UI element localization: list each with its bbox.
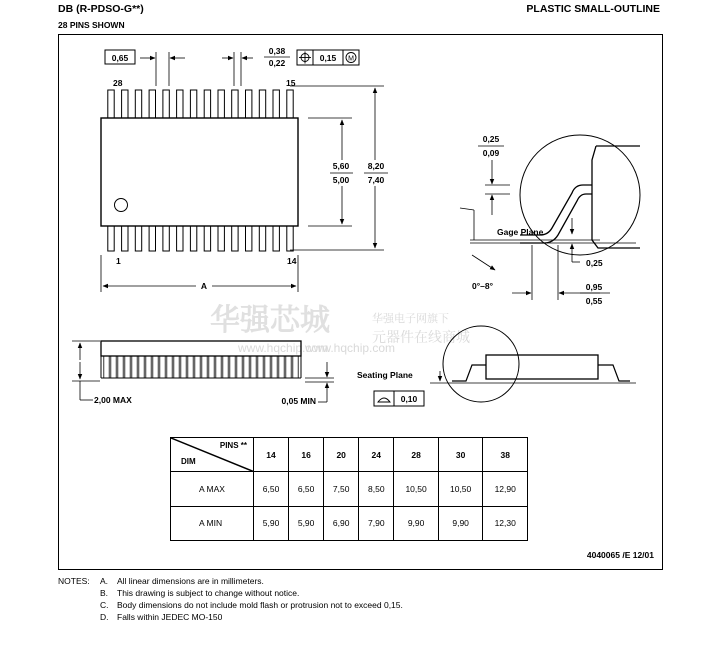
table-cell: 10,50 xyxy=(438,472,483,506)
foot-length-max: 0,95 xyxy=(585,282,603,292)
lead xyxy=(163,226,169,251)
pin-label-bottom-left: 1 xyxy=(116,256,121,266)
lead xyxy=(273,90,279,118)
lead xyxy=(204,226,210,251)
watermark-url: www.hqchip.com xyxy=(238,341,329,355)
pins-shown-subtitle: 28 PINS SHOWN xyxy=(58,20,125,30)
angle-label: 0°–8° xyxy=(472,281,493,291)
pins-header: PINS ** xyxy=(219,441,247,450)
package-body-top xyxy=(101,118,298,226)
lead xyxy=(122,226,128,251)
lead xyxy=(149,90,155,118)
detail-view-labels xyxy=(472,134,603,306)
lead-thickness-min: 0,09 xyxy=(482,148,500,158)
side-leads xyxy=(104,356,298,378)
pin-label-top-right: 15 xyxy=(286,78,296,88)
length-label: A xyxy=(200,281,208,291)
side-lead xyxy=(209,356,214,378)
note-text: Falls within JEDEC MO-150 xyxy=(117,612,223,622)
top-leads-upper xyxy=(108,90,293,118)
note-letter: D. xyxy=(100,612,109,622)
table-cell: 9,90 xyxy=(438,506,483,540)
seating-body xyxy=(486,355,598,379)
lead xyxy=(163,90,169,118)
position-tolerance-value: 0,15 xyxy=(319,53,337,63)
dim-header: DIM xyxy=(181,457,196,467)
lead-width-min: 0,22 xyxy=(268,58,286,68)
note-letter: A. xyxy=(100,576,109,586)
top-view-labels xyxy=(112,46,385,291)
row-label: A MIN xyxy=(171,506,254,540)
side-lead xyxy=(251,356,256,378)
note-text: Body dimensions do not include mold flash or protrusion not to exceed 0,15. xyxy=(117,600,403,610)
lead xyxy=(149,226,155,251)
lead xyxy=(218,226,224,251)
dimension-table xyxy=(170,437,528,541)
standoff-min-label: 0,05 MIN xyxy=(281,396,316,406)
side-lead xyxy=(174,356,179,378)
note-letter: B. xyxy=(100,588,109,598)
side-lead xyxy=(223,356,228,378)
side-lead xyxy=(153,356,158,378)
table-header-row xyxy=(171,438,528,472)
pin-count-header: 16 xyxy=(289,438,324,472)
table-cell: 7,90 xyxy=(359,506,394,540)
detail-circle xyxy=(520,135,640,255)
table-row xyxy=(171,506,528,540)
drawing-number: 4040065 /E 12/01 xyxy=(586,550,654,560)
table-cell: 9,90 xyxy=(394,506,439,540)
watermark-subtext: 元器件在线商城 xyxy=(372,329,470,345)
pin-count-header: 20 xyxy=(324,438,359,472)
side-lead xyxy=(258,356,263,378)
lead xyxy=(232,226,238,251)
row-label: A MAX xyxy=(171,472,254,506)
table-cell: 8,50 xyxy=(359,472,394,506)
side-view-labels xyxy=(94,395,316,406)
notes-section xyxy=(58,576,658,646)
side-lead xyxy=(167,356,172,378)
side-lead xyxy=(132,356,137,378)
pin-count-header: 24 xyxy=(359,438,394,472)
lead xyxy=(190,90,196,118)
svg-text:M: M xyxy=(348,55,354,63)
table-row xyxy=(171,472,528,506)
lead xyxy=(122,90,128,118)
package-code-title: DB (R-PDSO-G**) xyxy=(58,3,144,15)
lead xyxy=(108,226,114,251)
lead xyxy=(287,90,293,118)
lead xyxy=(273,226,279,251)
watermark-text: 华强芯城 xyxy=(210,304,330,337)
lead xyxy=(204,90,210,118)
side-lead xyxy=(216,356,221,378)
lead xyxy=(108,90,114,118)
coplanarity-value: 0,10 xyxy=(400,394,418,404)
seating-plane-label: Seating Plane xyxy=(357,370,413,380)
note-letter: C. xyxy=(100,600,109,610)
flatness-icon xyxy=(378,398,390,402)
side-lead xyxy=(244,356,249,378)
pitch-value: 0,65 xyxy=(111,53,129,63)
lead-width-max: 0,38 xyxy=(268,46,286,56)
pin-count-header: 38 xyxy=(483,438,528,472)
watermark-url: www.hqchip.com xyxy=(305,341,396,355)
table-corner-cell xyxy=(171,438,254,472)
lead xyxy=(246,90,252,118)
seating-circle xyxy=(443,326,519,402)
detail-view xyxy=(460,135,640,300)
pin1-marker xyxy=(115,199,128,212)
total-width-max: 8,20 xyxy=(367,161,385,171)
table-cell: 6,90 xyxy=(324,506,359,540)
gage-plane-label: Gage Plane xyxy=(497,227,544,237)
body-width-min: 5,00 xyxy=(332,175,350,185)
side-lead xyxy=(139,356,144,378)
lead xyxy=(246,226,252,251)
lead xyxy=(177,226,183,251)
side-lead xyxy=(230,356,235,378)
top-view xyxy=(101,50,388,292)
package-type-title: PLASTIC SMALL-OUTLINE xyxy=(526,3,660,15)
pin-label-bottom-right: 14 xyxy=(287,256,297,266)
side-lead xyxy=(279,356,284,378)
table-cell: 12,30 xyxy=(483,506,528,540)
gage-height-label: 0,25 xyxy=(586,258,603,268)
lead xyxy=(135,90,141,118)
note-text: All linear dimensions are in millimeters. xyxy=(117,576,264,586)
lead xyxy=(190,226,196,251)
side-lead xyxy=(272,356,277,378)
side-lead xyxy=(146,356,151,378)
lead xyxy=(218,90,224,118)
foot-length-min: 0,55 xyxy=(585,296,603,306)
table-cell: 10,50 xyxy=(394,472,439,506)
side-lead xyxy=(125,356,130,378)
table-cell: 6,50 xyxy=(289,472,324,506)
table-cell: 12,90 xyxy=(483,472,528,506)
watermark xyxy=(210,304,470,355)
side-lead xyxy=(293,356,298,378)
side-lead xyxy=(188,356,193,378)
watermark-subtext: 华强电子网旗下 xyxy=(372,313,449,325)
notes-label: NOTES: xyxy=(58,576,90,586)
side-lead xyxy=(104,356,109,378)
lead xyxy=(232,90,238,118)
lead xyxy=(135,226,141,251)
lead xyxy=(259,90,265,118)
side-lead xyxy=(195,356,200,378)
side-lead xyxy=(118,356,123,378)
table-cell: 5,90 xyxy=(254,506,289,540)
side-lead xyxy=(181,356,186,378)
pin-label-top-left: 28 xyxy=(113,78,123,88)
body-width-max: 5,60 xyxy=(332,161,350,171)
lead xyxy=(177,90,183,118)
lead-thickness-max: 0,25 xyxy=(482,134,500,144)
pin-count-header: 30 xyxy=(438,438,483,472)
note-text: This drawing is subject to change without notice. xyxy=(117,588,300,598)
side-lead xyxy=(237,356,242,378)
side-lead xyxy=(111,356,116,378)
lead xyxy=(259,226,265,251)
total-width-min: 7,40 xyxy=(367,175,385,185)
table-cell: 7,50 xyxy=(324,472,359,506)
side-lead xyxy=(265,356,270,378)
table-cell: 5,90 xyxy=(289,506,324,540)
side-lead xyxy=(286,356,291,378)
table-cell: 6,50 xyxy=(254,472,289,506)
pin-count-header: 28 xyxy=(394,438,439,472)
height-max-label: 2,00 MAX xyxy=(94,395,132,405)
lead xyxy=(287,226,293,251)
side-lead xyxy=(160,356,165,378)
pin-count-header: 14 xyxy=(254,438,289,472)
top-leads-lower xyxy=(108,226,293,251)
side-lead xyxy=(202,356,207,378)
